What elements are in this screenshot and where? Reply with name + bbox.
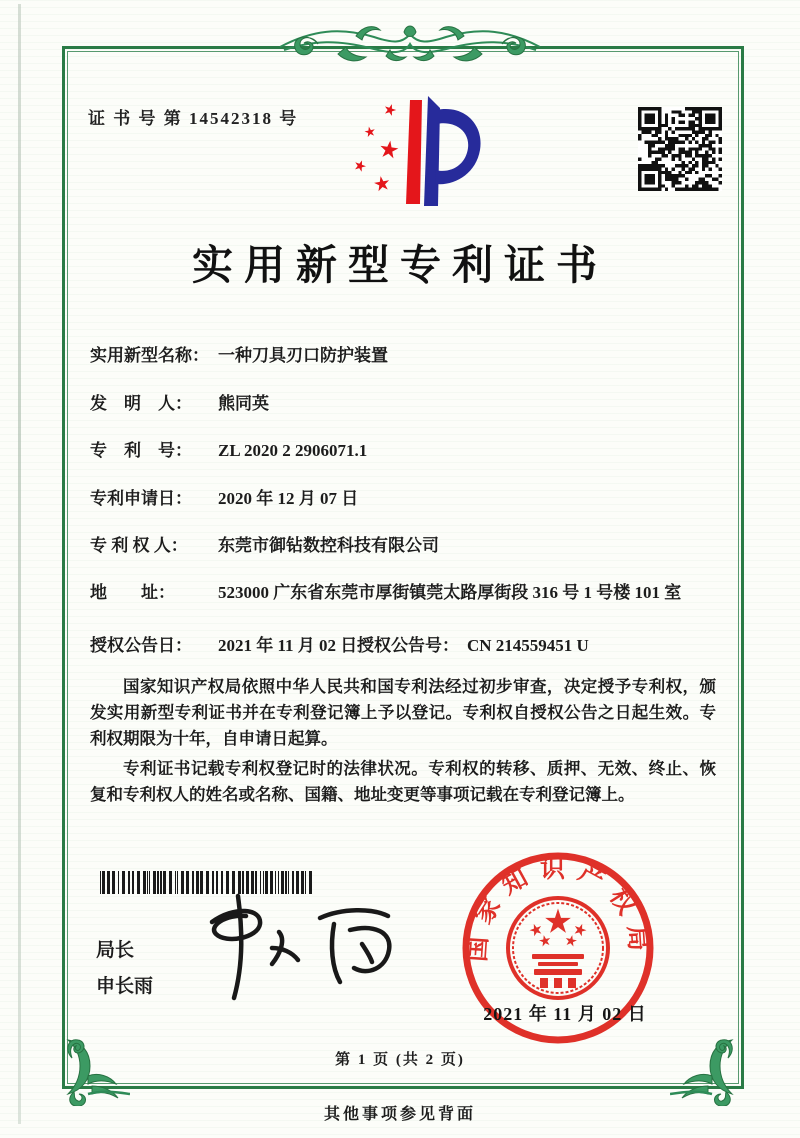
signer-name: 申长雨 — [96, 976, 154, 997]
photo-left-edge — [18, 4, 21, 1124]
field-value: 2021 年 11 月 02 日 — [218, 636, 358, 655]
field-label: 地 址： — [90, 583, 175, 602]
field-value: 523000 广东省东莞市厚街镇莞太路厚街段 316 号 1 号楼 101 室 — [218, 583, 682, 602]
field-value: 2020 年 12 月 07 日 — [218, 489, 359, 508]
back-side-note: 其他事项参见背面 — [323, 1106, 476, 1123]
field-inventor — [90, 391, 269, 416]
legal-body-text — [90, 674, 716, 812]
field-value: ZL 2020 2 2906071.1 — [218, 441, 368, 460]
certificate-title: 实用新型专利证书 — [192, 242, 608, 288]
field-label: 发 明 人： — [90, 394, 192, 413]
field-grant-announcement — [90, 633, 716, 658]
field-value: 熊同英 — [218, 394, 269, 413]
body-paragraph-1: 国家知识产权局依照中华人民共和国专利法经过初步审查，决定授予专利权，颁发实用新型专利证书并在专利登记簿上予以登记。专利权自授权公告之日起生效。专利权期限为十年，自申请日起算。 — [90, 677, 716, 748]
field-label: 授权公告号： — [357, 636, 459, 655]
field-label: 专 利 权 人： — [90, 536, 188, 555]
field-value: 一种刀具刃口防护装置 — [218, 346, 388, 365]
field-value: CN 214559451 U — [467, 636, 589, 655]
field-label: 专 利 号： — [90, 441, 192, 460]
bottom-right-flourish-ornament — [670, 1032, 742, 1106]
page-number: 第 1 页 (共 2 页) — [335, 1052, 465, 1068]
seal-text: 国家知识产权局 — [463, 856, 653, 963]
field-patent-number — [90, 438, 367, 463]
field-patentee — [90, 533, 439, 558]
top-flourish-ornament — [278, 14, 542, 74]
field-label: 实用新型名称： — [90, 346, 209, 365]
seal-date: 2021 年 11 月 02 日 — [483, 1004, 647, 1024]
signer-block — [96, 933, 153, 1005]
field-utility-model-name — [90, 343, 388, 368]
cnipa-logo-icon — [344, 92, 484, 210]
bottom-left-flourish-ornament — [58, 1032, 130, 1106]
qr-code-icon — [638, 107, 722, 191]
field-value: 东莞市御钻数控科技有限公司 — [218, 536, 439, 555]
body-paragraph-2: 专利证书记载专利权登记时的法律状况。专利权的转移、质押、无效、终止、恢复和专利权人的姓名或名称、国籍、地址变更等事项记载在专利登记簿上。 — [90, 759, 716, 804]
field-label: 专利申请日： — [90, 489, 192, 508]
handwritten-signature-icon — [182, 886, 417, 1006]
signer-title: 局长 — [96, 940, 135, 961]
certificate-number: 证 书 号 第 14542318 号 — [88, 109, 299, 128]
field-filing-date — [90, 486, 358, 511]
field-grant-number — [357, 633, 589, 658]
field-label: 授权公告日： — [90, 636, 192, 655]
field-address — [90, 580, 681, 605]
